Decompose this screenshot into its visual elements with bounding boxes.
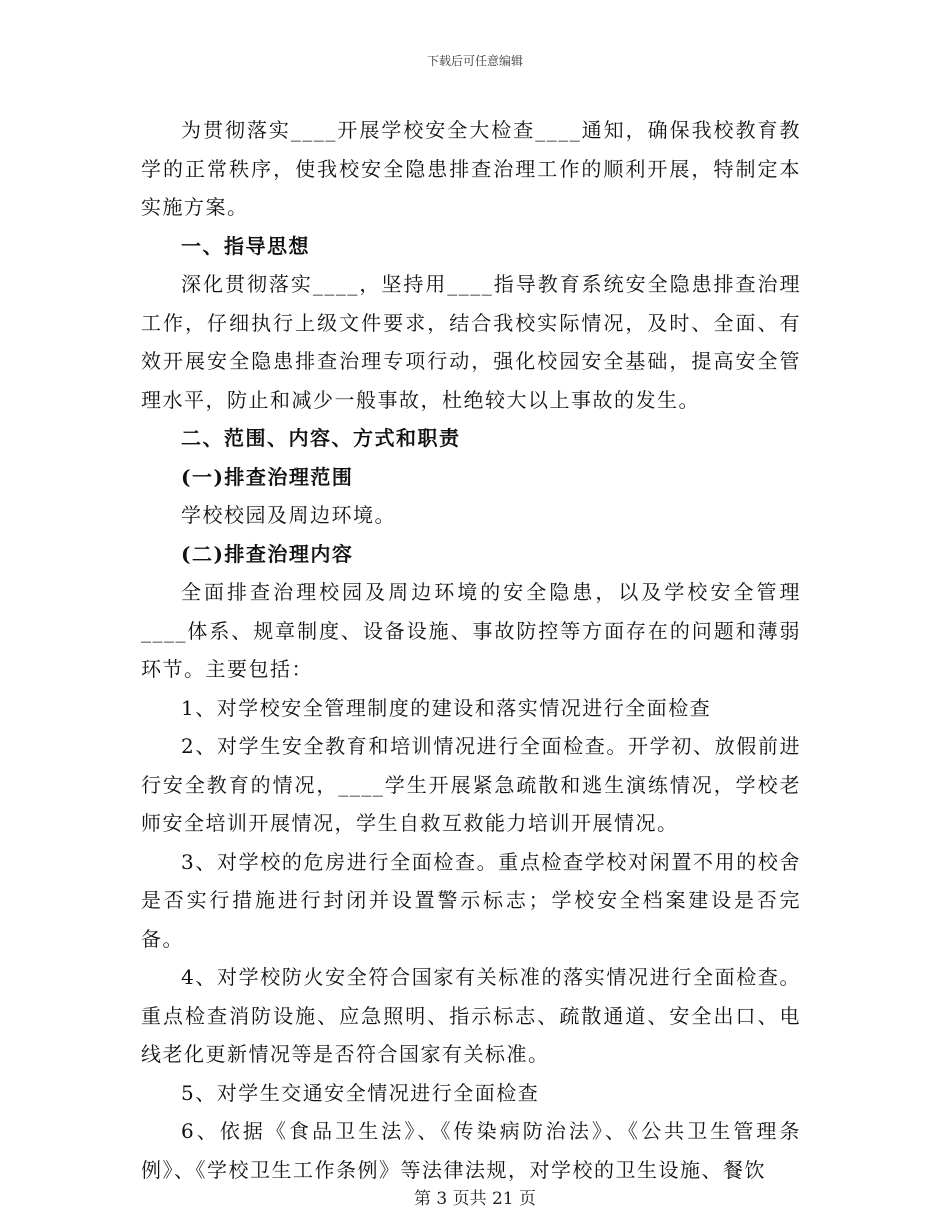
list-item-1: 1、对学校安全管理制度的建设和落实情况进行全面检查 (181, 695, 712, 720)
list-item-3: 3、对学校的危房进行全面检查。重点检查学校对闲置不用的校舍是否实行措施进行封闭并设置警示标志；学校安全档案建设是否完备。 (141, 849, 801, 951)
content-paragraph: 全面排查治理校园及周边环境的安全隐患，以及学校安全管理____体系、规章制度、设备设施、事故防控等方面存在的问题和薄弱环节。主要包括： (141, 580, 801, 681)
subheading-content: (二)排查治理内容 (181, 541, 354, 566)
intro-paragraph: 为贯彻落实____开展学校安全大检查____通知，确保我校教育教学的正常秩序，使我校安全隐患排查治理工作的顺利开展，特制定本实施方案。 (141, 118, 801, 219)
list-item-2: 2、对学生安全教育和培训情况进行全面检查。开学初、放假前进行安全教育的情况，____学生开展紧急疏散和逃生演练情况，学校老师安全培训开展情况，学生自救互救能力培训开展情况。 (141, 734, 801, 835)
page-header: 下载后可任意编辑 (426, 54, 523, 68)
page-footer: 第 3 页共 21 页 (413, 1189, 537, 1209)
list-item-4: 4、对学校防火安全符合国家有关标准的落实情况进行全面检查。重点检查消防设施、应急照明、指示标志、疏散通道、安全出口、电线老化更新情况等是否符合国家有关标准。 (141, 965, 801, 1066)
section-heading-scope: 二、范围、内容、方式和职责 (181, 426, 461, 450)
list-item-6: 6、依据《食品卫生法》、《传染病防治法》、《公共卫生管理条例》、《学校卫生工作条例》等法律法规，对学校的卫生设施、餐饮 (141, 1119, 801, 1182)
document-body (141, 111, 801, 1189)
scope-paragraph: 学校校园及周边环境。 (181, 503, 396, 527)
guiding-thought-paragraph: 深化贯彻落实____，坚持用____指导教育系统安全隐患排查治理工作，仔细执行上级文件要求，结合我校实际情况，及时、全面、有效开展安全隐患排查治理专项行动，强化校园安全基础，提高安全管理水平，防止和减少一般事故，杜绝较大以上事故的发生。 (141, 272, 801, 412)
list-item-5: 5、对学生交通安全情况进行全面检查 (181, 1080, 540, 1105)
subheading-scope: (一)排查治理范围 (181, 464, 354, 489)
section-heading-guiding-thought: 一、指导思想 (181, 233, 310, 258)
